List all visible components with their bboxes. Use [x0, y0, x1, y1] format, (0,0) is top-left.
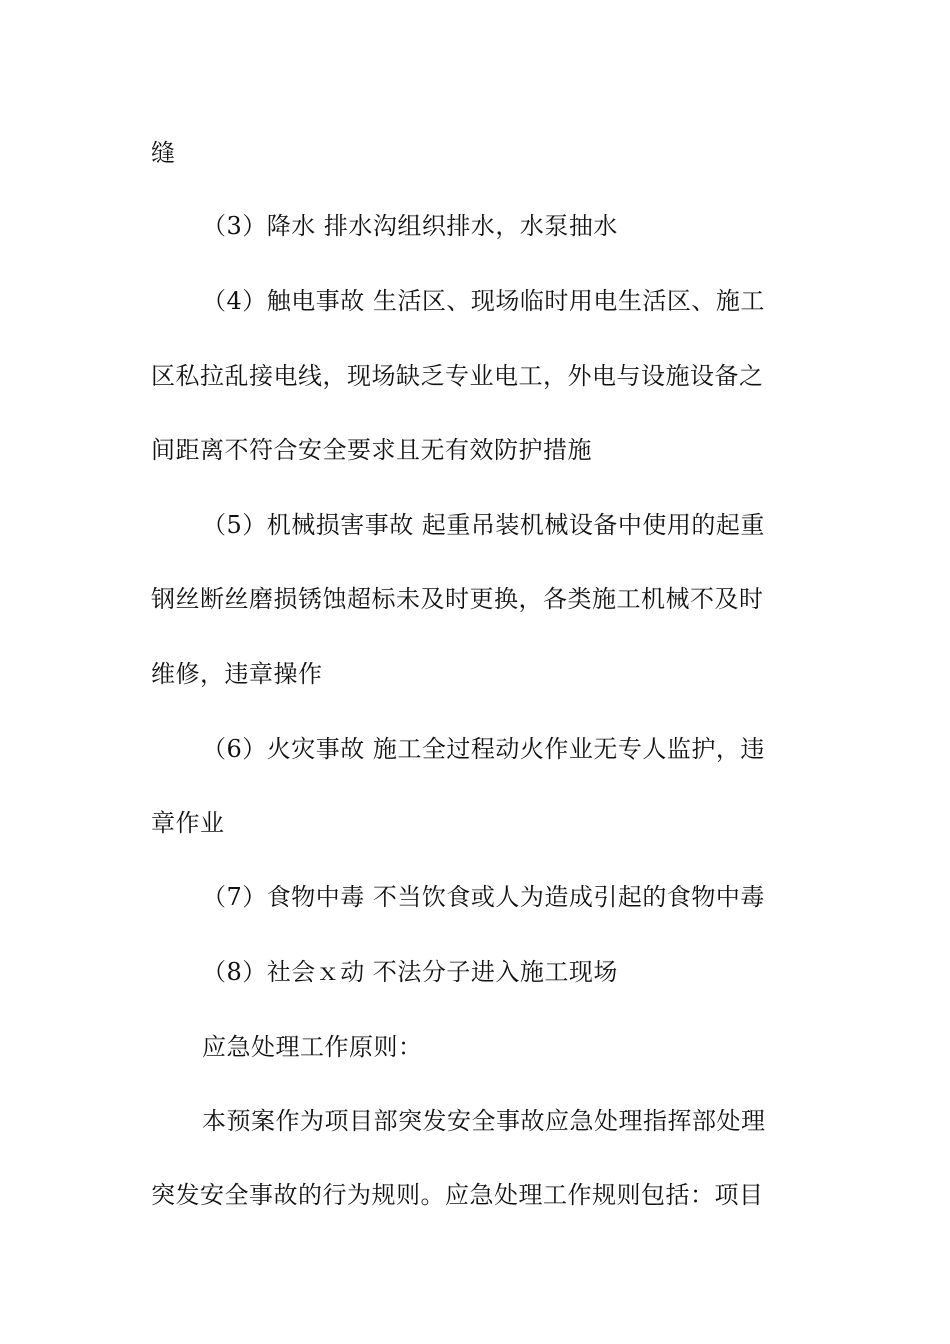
text-line: 本预案作为项目部突发安全事故应急处理指挥部处理: [202, 1107, 766, 1135]
text-line: 缝: [151, 139, 176, 167]
text-line: 区私拉乱接电线，现场缺乏专业电工，外电与设施设备之: [151, 362, 764, 390]
text-line: 维修，违章操作: [151, 660, 323, 688]
text-line: （4）触电事故 生活区、现场临时用电生活区、施工: [202, 287, 765, 315]
text-line: （3）降水 排水沟组织排水，水泵抽水: [202, 212, 618, 240]
section-heading: 应急处理工作原则：: [202, 1033, 423, 1061]
text-line: 章作业: [151, 809, 225, 837]
text-line: （6）火灾事故 施工全过程动火作业无专人监护，违: [202, 735, 765, 763]
text-line: 钢丝断丝磨损锈蚀超标未及时更换，各类施工机械不及时: [151, 585, 764, 613]
text-line: （7）食物中毒 不当饮食或人为造成引起的食物中毒: [202, 883, 765, 911]
text-line: 突发安全事故的行为规则。应急处理工作规则包括：项目: [151, 1181, 764, 1209]
text-line: （8）社会ｘ动 不法分子进入施工现场: [202, 958, 618, 986]
text-line: 间距离不符合安全要求且无有效防护措施: [151, 436, 592, 464]
text-line: （5）机械损害事故 起重吊装机械设备中使用的起重: [202, 511, 765, 539]
